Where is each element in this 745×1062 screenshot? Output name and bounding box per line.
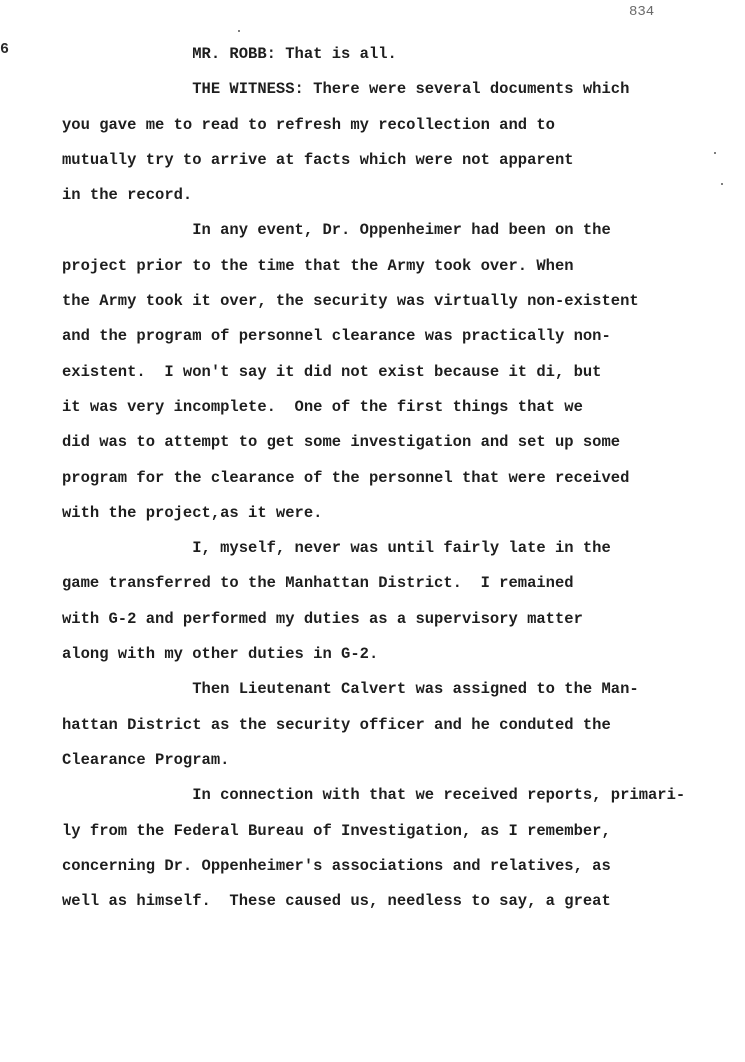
text-line: concerning Dr. Oppenheimer's associations and relatives, as [62, 856, 611, 875]
text-line: In connection with that we received reports, primari- [62, 786, 686, 805]
text-line: game transferred to the Manhattan District. I remained [62, 574, 574, 593]
text-line: hattan District as the security officer and he conduted the [62, 715, 611, 734]
text-line: with G-2 and performed my duties as a supervisory matter [62, 609, 583, 628]
text-line: and the program of personnel clearance was practically non- [62, 327, 611, 346]
text-line: program for the clearance of the personnel that were received [62, 468, 630, 487]
text-line: Clearance Program. [62, 750, 230, 769]
text-line: project prior to the time that the Army took over. When [62, 256, 574, 275]
text-line: it was very incomplete. One of the first things that we [62, 397, 583, 416]
scan-speck [714, 152, 716, 154]
text-line: Then Lieutenant Calvert was assigned to the Man- [62, 680, 639, 699]
margin-line-mark: 6 [0, 41, 10, 58]
text-line: MR. ROBB: That is all. [62, 45, 397, 63]
text-line: you gave me to read to refresh my recollection and to [62, 115, 555, 134]
text-line: with the project,as it were. [62, 503, 323, 522]
scan-speck [721, 183, 723, 185]
text-line: did was to attempt to get some investigation and set up some [62, 433, 621, 452]
text-line: in the record. [62, 186, 193, 205]
text-line: In any event, Dr. Oppenheimer had been on the [62, 221, 611, 240]
text-line: THE WITNESS: There were several documents which [62, 80, 630, 99]
text-line: well as himself. These caused us, needless to say, a great [62, 892, 611, 911]
scan-speck [238, 30, 240, 32]
transcript-body [62, 37, 745, 919]
text-line: along with my other duties in G-2. [62, 645, 379, 664]
text-line: ly from the Federal Bureau of Investigation, as I remember, [62, 821, 611, 840]
page-number: 834 [629, 4, 655, 20]
text-line: mutually try to arrive at facts which were not apparent [62, 150, 574, 169]
text-line: existent. I won't say it did not exist because it di, but [62, 362, 602, 381]
text-line: the Army took it over, the security was virtually non-existent [62, 292, 639, 311]
text-line: I, myself, never was until fairly late in the [62, 539, 611, 558]
